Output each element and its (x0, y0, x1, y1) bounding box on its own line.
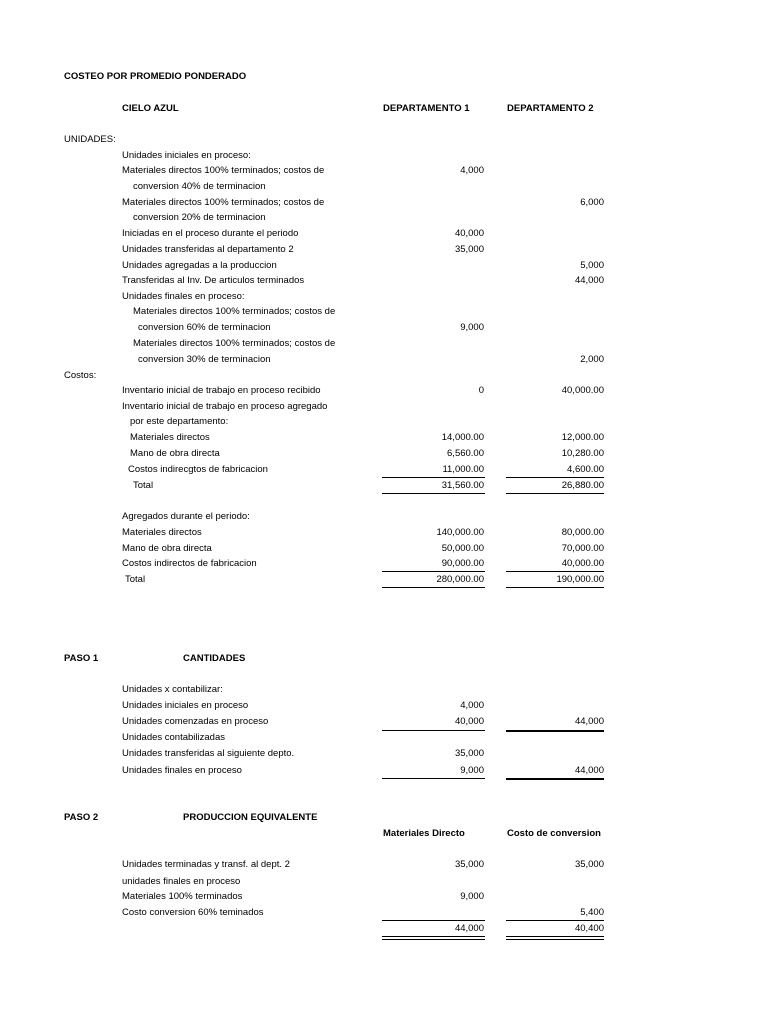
dept1-total: 280,000.00 (436, 574, 484, 585)
total-rule (506, 493, 604, 494)
row-label: Total (133, 480, 154, 491)
dept2-value: 5,000 (580, 260, 604, 271)
row-label: Materiales 100% terminados (122, 891, 243, 902)
page-title: COSTEO POR PROMEDIO PONDERADO (64, 71, 247, 82)
row-label: Unidades transferidas al siguiente depto. (122, 748, 295, 759)
row-label: Iniciadas en el proceso durante el periodo (122, 228, 299, 239)
row-label: Unidades finales en proceso: (122, 291, 245, 302)
row-label: Materiales directos 100% terminados; costos de (122, 197, 325, 208)
total-rule (382, 730, 485, 731)
unidades-label: UNIDADES: (64, 134, 116, 145)
dept2-value: 40,000.00 (561, 385, 604, 396)
paso1-label: PASO 1 (64, 653, 99, 664)
row-label: Unidades transferidas al departamento 2 (122, 244, 294, 255)
row-label: Materiales directos 100% terminados; costos de (133, 338, 336, 349)
dept2-value: 44,000 (574, 716, 604, 727)
row-label: Unidades terminadas y transf. al dept. 2 (122, 859, 290, 870)
total-rule (382, 778, 485, 779)
dept1-total: 44,000 (454, 923, 484, 934)
total-rule (506, 587, 604, 588)
row-label: Unidades iniciales en proceso: (122, 150, 251, 161)
dept2-value: 6,000 (580, 197, 604, 208)
dept2-value: 5,400 (580, 907, 604, 918)
row-label: Costos indirectos de fabricacion (122, 558, 257, 569)
col-header-materiales: Materiales Directo (383, 828, 465, 839)
dept1-value: 4,000 (460, 165, 484, 176)
row-label: Unidades comenzadas en proceso (122, 716, 269, 727)
sum-rule (382, 920, 485, 921)
dept1-value: 9,000 (460, 322, 484, 333)
dept2-value: 35,000 (574, 859, 604, 870)
row-label: Unidades iniciales en proceso (122, 700, 249, 711)
dept1-value: 9,000 (460, 891, 484, 902)
dept1-value: 40,000 (454, 228, 484, 239)
dept1-value: 11,000.00 (442, 464, 484, 475)
dept1-value: 50,000.00 (441, 543, 484, 554)
total-rule (506, 730, 604, 732)
total-rule (506, 778, 604, 780)
sum-rule (506, 920, 604, 921)
dept2-header: DEPARTAMENTO 2 (507, 103, 594, 114)
dept1-value: 14,000.00 (441, 432, 484, 443)
total-rule (382, 493, 485, 494)
row-label: Unidades x contabilizar: (122, 684, 223, 695)
dept2-value: 44,000 (574, 275, 604, 286)
dept1-value: 40,000 (454, 716, 484, 727)
col-header-conversion: Costo de conversion (507, 828, 601, 839)
row-label: Unidades agregadas a la produccion (122, 260, 277, 271)
dept2-value: 2,000 (580, 354, 604, 365)
row-label: Materiales directos (122, 527, 202, 538)
dept2-value: 70,000.00 (561, 543, 604, 554)
row-label: Materiales directos 100% terminados; costos de (133, 306, 336, 317)
paso2-title: PRODUCCION EQUIVALENTE (183, 812, 318, 823)
dept1-value: 90,000.00 (441, 558, 484, 569)
company-name: CIELO AZUL (122, 103, 179, 114)
dept1-value: 0 (478, 385, 484, 396)
dept1-value: 6,560.00 (447, 448, 484, 459)
dept1-value: 4,000 (460, 700, 484, 711)
row-label: conversion 30% de terminacion (138, 354, 271, 365)
row-label: Mano de obra directa (130, 448, 220, 459)
row-label: Costo conversion 60% teminados (122, 907, 264, 918)
dept1-value: 35,000 (454, 859, 484, 870)
dept2-value: 40,000.00 (561, 558, 604, 569)
dept1-value: 35,000 (454, 244, 484, 255)
sum-rule (382, 571, 485, 572)
row-label: Total (125, 574, 146, 585)
dept1-value: 140,000.00 (436, 527, 484, 538)
row-label: Transferidas al Inv. De articulos terminados (122, 275, 305, 286)
row-label: conversion 20% de terminacion (133, 212, 266, 223)
dept1-value: 35,000 (454, 748, 484, 759)
row-label: por este departamento: (130, 416, 229, 427)
dept2-total: 40,400 (574, 923, 604, 934)
row-label: conversion 40% de terminacion (133, 181, 266, 192)
dept2-value: 10,280.00 (561, 448, 604, 459)
costos-label: Costos: (64, 370, 97, 381)
row-label: Mano de obra directa (122, 543, 212, 554)
dept1-total: 31,560.00 (441, 480, 484, 491)
row-label: Unidades finales en proceso (122, 765, 242, 776)
paso2-label: PASO 2 (64, 812, 99, 823)
row-label: conversion 60% de terminacion (138, 322, 271, 333)
row-label: Costos indirecgtos de fabricacion (128, 464, 268, 475)
dept2-total: 26,880.00 (561, 480, 604, 491)
row-label: Inventario inicial de trabajo en proceso recibido (122, 385, 321, 396)
row-label: Inventario inicial de trabajo en proceso agregado (122, 401, 328, 412)
dept1-value: 9,000 (460, 765, 484, 776)
sum-rule (382, 477, 485, 478)
double-total-rule (506, 936, 604, 940)
dept2-total: 190,000.00 (556, 574, 604, 585)
paso1-title: CANTIDADES (183, 653, 246, 664)
dept2-value: 44,000 (574, 765, 604, 776)
dept2-value: 4,600.00 (567, 464, 604, 475)
sum-rule (506, 477, 604, 478)
dept2-value: 80,000.00 (561, 527, 604, 538)
row-label: Agregados durante el periodo: (122, 511, 250, 522)
dept2-value: 12,000.00 (561, 432, 604, 443)
sum-rule (506, 571, 604, 572)
dept1-header: DEPARTAMENTO 1 (383, 103, 470, 114)
double-total-rule (382, 936, 485, 940)
row-label: Materiales directos (130, 432, 210, 443)
row-label: Materiales directos 100% terminados; costos de (122, 165, 325, 176)
row-label: Unidades contabilizadas (122, 732, 225, 743)
total-rule (382, 587, 485, 588)
row-label: unidades finales en proceso (122, 876, 241, 887)
